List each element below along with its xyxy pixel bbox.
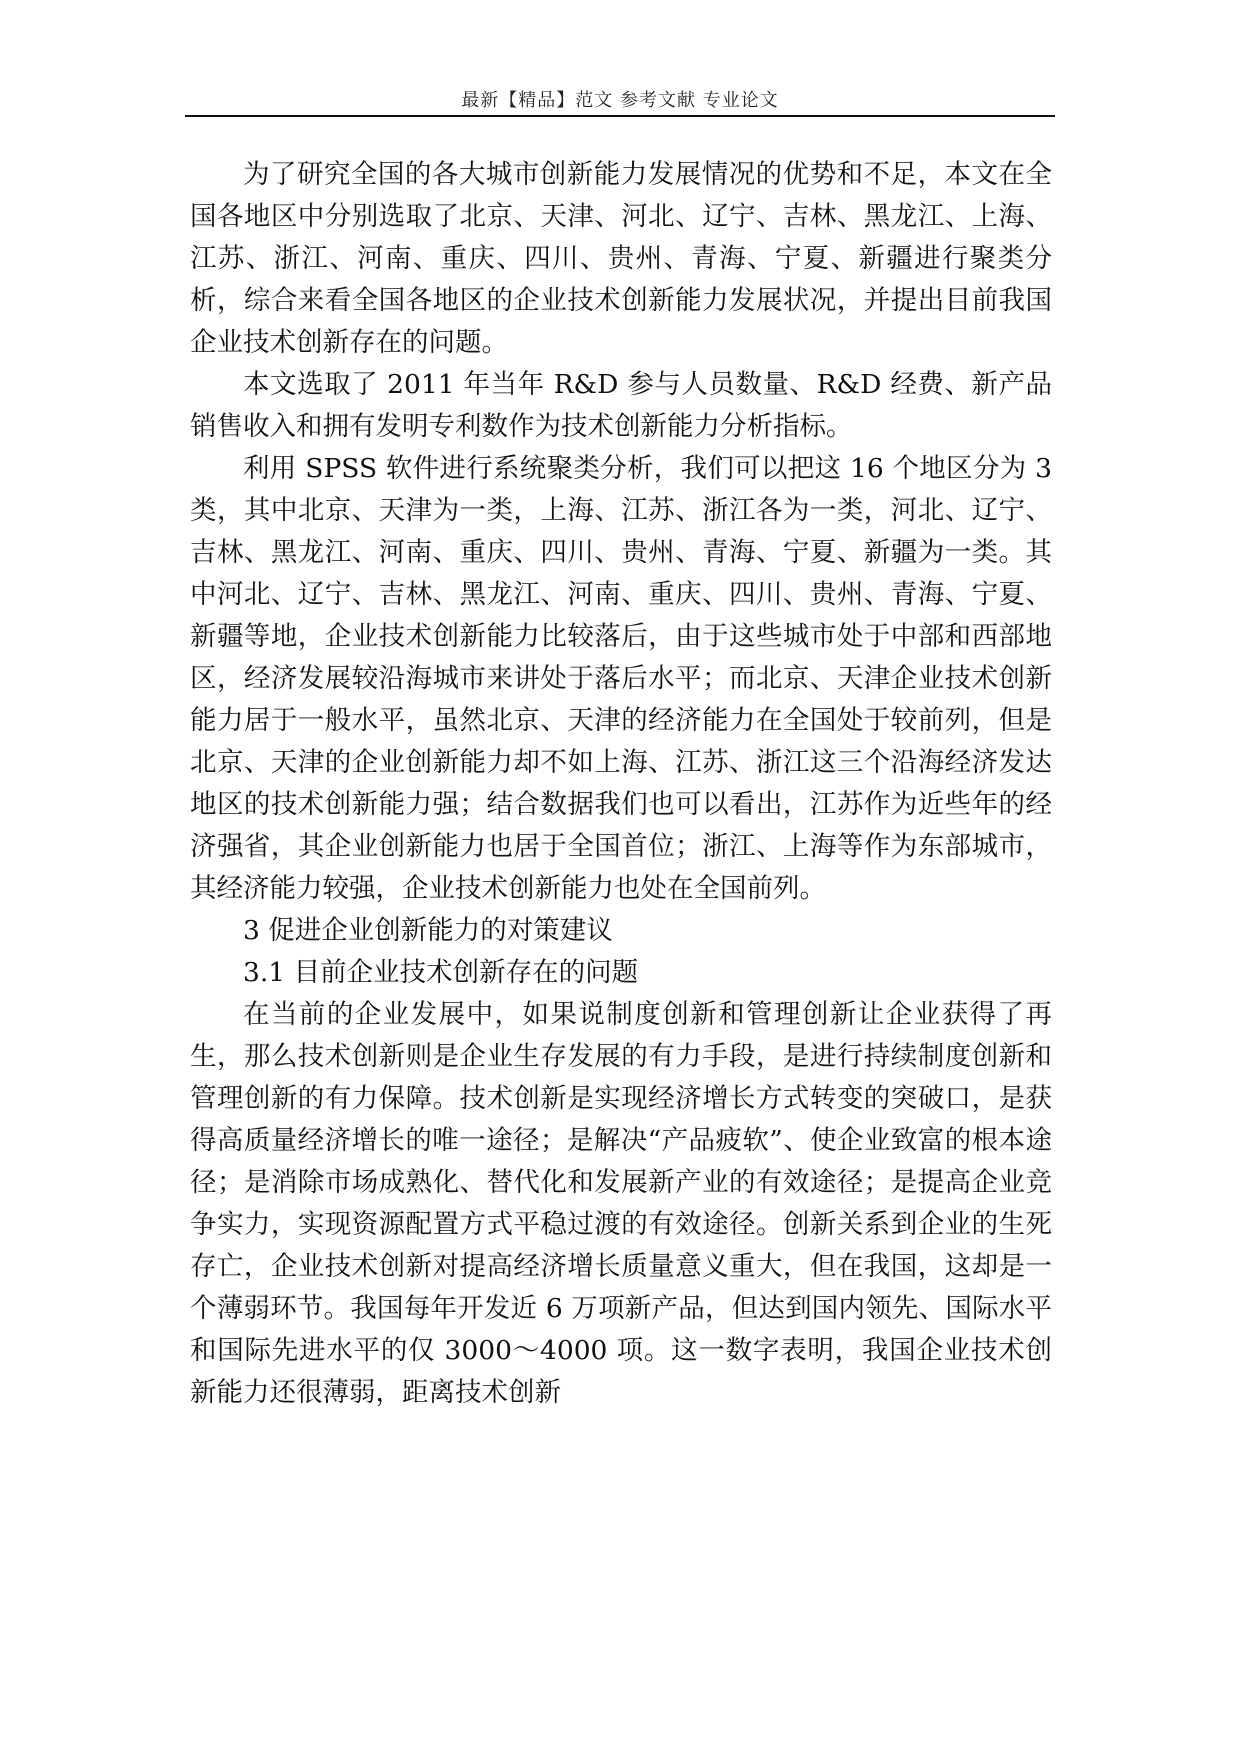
paragraph-indicators: 本文选取了 2011 年当年 R&D 参与人员数量、R&D 经费、新产品销售收入和拥有发明专利数作为技术创新能力分析指标。 [190,369,1052,442]
page-header: 最新【精品】范文 参考文献 专业论文 [461,90,779,111]
header-divider [185,115,1055,117]
paragraph-problems: 在当前的企业发展中，如果说制度创新和管理创新让企业获得了再生，那么技术创新则是企业生存发展的有力手段，是进行持续制度创新和管理创新的有力保障。技术创新是实现经济增长方式转变的突破口，是获得高质量经济增长的唯一途径；是解决“产品疲软”、使企业致富的根本途径；是消除市场成熟化、替代化和发展新产业的有效途径；是提高企业竞争实力，实现资源配置方式平稳过渡的有效途径。创新关系到企业的生死存亡，企业技术创新对提高经济增长质量意义重大，但在我国，这却是一个薄弱环节。我国每年开发近 6 万项新产品，但达到国内领先、国际水平和国际先进水平的仅 3000～4000 项。这一数字表明，我国企业技术创新能力还很薄弱，距离技术创新 [190,999,1052,1408]
section-heading-3-1: 3.1 目前企业技术创新存在的问题 [243,957,639,988]
paragraph-intro: 为了研究全国的各大城市创新能力发展情况的优势和不足，本文在全国各地区中分别选取了北京、天津、河北、辽宁、吉林、黑龙江、上海、江苏、浙江、河南、重庆、四川、贵州、青海、宁夏、新疆进行聚类分析，综合来看全国各地区的企业技术创新能力发展状况，并提出目前我国企业技术创新存在的问题。 [190,159,1052,358]
section-heading-3: 3 促进企业创新能力的对策建议 [243,915,613,946]
body-text [190,154,1052,1414]
paragraph-cluster-analysis: 利用 SPSS 软件进行系统聚类分析，我们可以把这 16 个地区分为 3 类，其中北京、天津为一类，上海、江苏、浙江各为一类，河北、辽宁、吉林、黑龙江、河南、重庆、四川、贵州、青海、宁夏、新疆为一类。其中河北、辽宁、吉林、黑龙江、河南、重庆、四川、贵州、青海、宁夏、新疆等地，企业技术创新能力比较落后，由于这些城市处于中部和西部地区，经济发展较沿海城市来讲处于落后水平；而北京、天津企业技术创新能力居于一般水平，虽然北京、天津的经济能力在全国处于较前列，但是北京、天津的企业创新能力却不如上海、江苏、浙江这三个沿海经济发达地区的技术创新能力强；结合数据我们也可以看出，江苏作为近些年的经济强省，其企业创新能力也居于全国首位；浙江、上海等作为东部城市，其经济能力较强，企业技术创新能力也处在全国前列。 [190,453,1052,904]
